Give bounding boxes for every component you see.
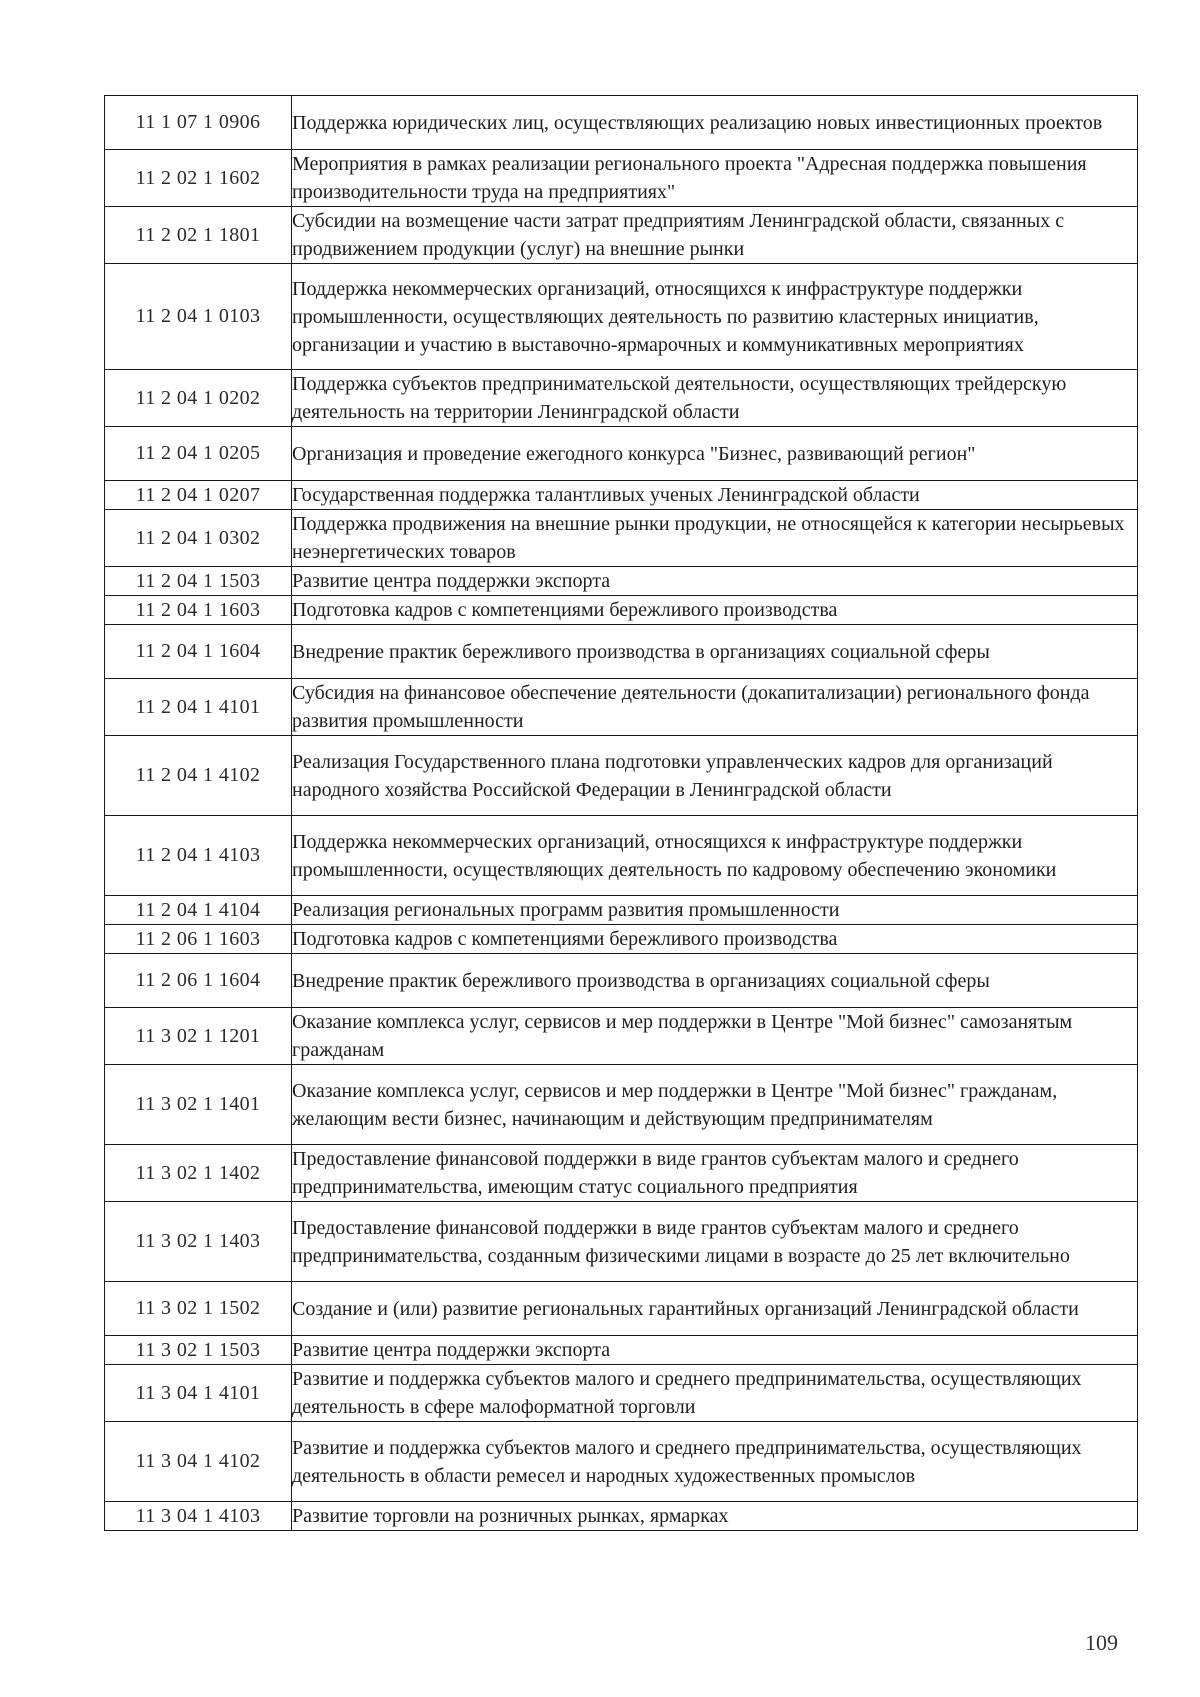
table-row	[105, 1065, 1138, 1145]
budget-code-cell: 11 3 04 1 4103	[105, 1502, 292, 1531]
table-row	[105, 1336, 1138, 1365]
budget-code-cell: 11 3 02 1 1503	[105, 1336, 292, 1365]
budget-code-cell: 11 2 04 1 4101	[105, 679, 292, 736]
table-row	[105, 427, 1138, 481]
description-cell: Организация и проведение ежегодного конкурса "Бизнес, развивающий регион"	[292, 427, 1138, 481]
description-cell: Развитие торговли на розничных рынках, ярмарках	[292, 1502, 1138, 1531]
table-row	[105, 207, 1138, 264]
description-cell: Создание и (или) развитие региональных гарантийных организаций Ленинградской области	[292, 1282, 1138, 1336]
classification-table	[104, 95, 1138, 1531]
description-cell: Развитие центра поддержки экспорта	[292, 1336, 1138, 1365]
description-cell: Поддержка юридических лиц, осуществляющих реализацию новых инвестиционных проектов	[292, 96, 1138, 150]
budget-code-cell: 11 2 06 1 1604	[105, 954, 292, 1008]
table-row	[105, 816, 1138, 896]
table-row	[105, 96, 1138, 150]
budget-code-cell: 11 2 04 1 0302	[105, 510, 292, 567]
description-cell: Подготовка кадров с компетенциями бережливого производства	[292, 925, 1138, 954]
description-cell: Поддержка некоммерческих организаций, относящихся к инфраструктуре поддержки промышленности, осуществляющих деятельность по развитию кластерных инициатив, организации и участию в выставочно-ярмарочных и коммуникативных мероприятиях	[292, 264, 1138, 370]
table-row	[105, 596, 1138, 625]
budget-code-cell: 11 2 02 1 1602	[105, 150, 292, 207]
budget-code-cell: 11 3 02 1 1502	[105, 1282, 292, 1336]
budget-code-cell: 11 2 04 1 4104	[105, 896, 292, 925]
budget-code-cell: 11 3 02 1 1403	[105, 1202, 292, 1282]
table-row	[105, 954, 1138, 1008]
description-cell: Развитие и поддержка субъектов малого и среднего предпринимательства, осуществляющих деятельность в сфере малоформатной торговли	[292, 1365, 1138, 1422]
description-cell: Оказание комплекса услуг, сервисов и мер поддержки в Центре "Мой бизнес" самозанятым гражданам	[292, 1008, 1138, 1065]
budget-code-cell: 11 2 06 1 1603	[105, 925, 292, 954]
table-row	[105, 1145, 1138, 1202]
description-cell: Предоставление финансовой поддержки в виде грантов субъектам малого и среднего предпринимательства, созданным физическими лицами в возрасте до 25 лет включительно	[292, 1202, 1138, 1282]
table-body	[105, 96, 1138, 1531]
table-row	[105, 1422, 1138, 1502]
description-cell: Государственная поддержка талантливых ученых Ленинградской области	[292, 481, 1138, 510]
table-row	[105, 370, 1138, 427]
budget-code-cell: 11 2 04 1 1603	[105, 596, 292, 625]
description-cell: Поддержка субъектов предпринимательской деятельности, осуществляющих трейдерскую деятельность на территории Ленинградской области	[292, 370, 1138, 427]
table-row	[105, 1008, 1138, 1065]
budget-code-cell: 11 3 04 1 4102	[105, 1422, 292, 1502]
budget-code-cell: 11 3 02 1 1201	[105, 1008, 292, 1065]
description-cell: Развитие и поддержка субъектов малого и среднего предпринимательства, осуществляющих деятельность в области ремесел и народных художественных промыслов	[292, 1422, 1138, 1502]
description-cell: Поддержка некоммерческих организаций, относящихся к инфраструктуре поддержки промышленности, осуществляющих деятельность по кадровому обеспечению экономики	[292, 816, 1138, 896]
table-row	[105, 679, 1138, 736]
budget-code-cell: 11 2 04 1 4102	[105, 736, 292, 816]
budget-code-cell: 11 3 02 1 1402	[105, 1145, 292, 1202]
description-cell: Развитие центра поддержки экспорта	[292, 567, 1138, 596]
table-row	[105, 264, 1138, 370]
table-row	[105, 481, 1138, 510]
table-row	[105, 1502, 1138, 1531]
table-row	[105, 150, 1138, 207]
description-cell: Предоставление финансовой поддержки в виде грантов субъектам малого и среднего предпринимательства, имеющим статус социального предприятия	[292, 1145, 1138, 1202]
budget-code-cell: 11 2 04 1 0207	[105, 481, 292, 510]
budget-code-cell: 11 2 04 1 1503	[105, 567, 292, 596]
table-row	[105, 625, 1138, 679]
table-row	[105, 1282, 1138, 1336]
description-cell: Поддержка продвижения на внешние рынки продукции, не относящейся к категории несырьевых неэнергетических товаров	[292, 510, 1138, 567]
budget-code-cell: 11 2 04 1 4103	[105, 816, 292, 896]
table-row	[105, 736, 1138, 816]
page-number: 109	[1085, 1630, 1118, 1655]
budget-code-cell: 11 3 02 1 1401	[105, 1065, 292, 1145]
description-cell: Реализация Государственного плана подготовки управленческих кадров для организаций народного хозяйства Российской Федерации в Ленинградской области	[292, 736, 1138, 816]
budget-code-cell: 11 2 04 1 0103	[105, 264, 292, 370]
budget-code-cell: 11 1 07 1 0906	[105, 96, 292, 150]
description-cell: Подготовка кадров с компетенциями бережливого производства	[292, 596, 1138, 625]
budget-code-cell: 11 2 04 1 0202	[105, 370, 292, 427]
description-cell: Внедрение практик бережливого производства в организациях социальной сферы	[292, 625, 1138, 679]
budget-code-cell: 11 3 04 1 4101	[105, 1365, 292, 1422]
description-cell: Реализация региональных программ развития промышленности	[292, 896, 1138, 925]
description-cell: Субсидии на возмещение части затрат предприятиям Ленинградской области, связанных с продвижением продукции (услуг) на внешние рынки	[292, 207, 1138, 264]
description-cell: Внедрение практик бережливого производства в организациях социальной сферы	[292, 954, 1138, 1008]
table-row	[105, 925, 1138, 954]
table-row	[105, 1202, 1138, 1282]
table-row	[105, 1365, 1138, 1422]
budget-code-cell: 11 2 04 1 1604	[105, 625, 292, 679]
budget-code-cell: 11 2 02 1 1801	[105, 207, 292, 264]
table-row	[105, 567, 1138, 596]
description-cell: Оказание комплекса услуг, сервисов и мер поддержки в Центре "Мой бизнес" гражданам, желающим вести бизнес, начинающим и действующим предпринимателям	[292, 1065, 1138, 1145]
table-row	[105, 510, 1138, 567]
budget-code-cell: 11 2 04 1 0205	[105, 427, 292, 481]
table-row	[105, 896, 1138, 925]
description-cell: Мероприятия в рамках реализации регионального проекта "Адресная поддержка повышения производительности труда на предприятиях"	[292, 150, 1138, 207]
description-cell: Субсидия на финансовое обеспечение деятельности (докапитализации) регионального фонда развития промышленности	[292, 679, 1138, 736]
